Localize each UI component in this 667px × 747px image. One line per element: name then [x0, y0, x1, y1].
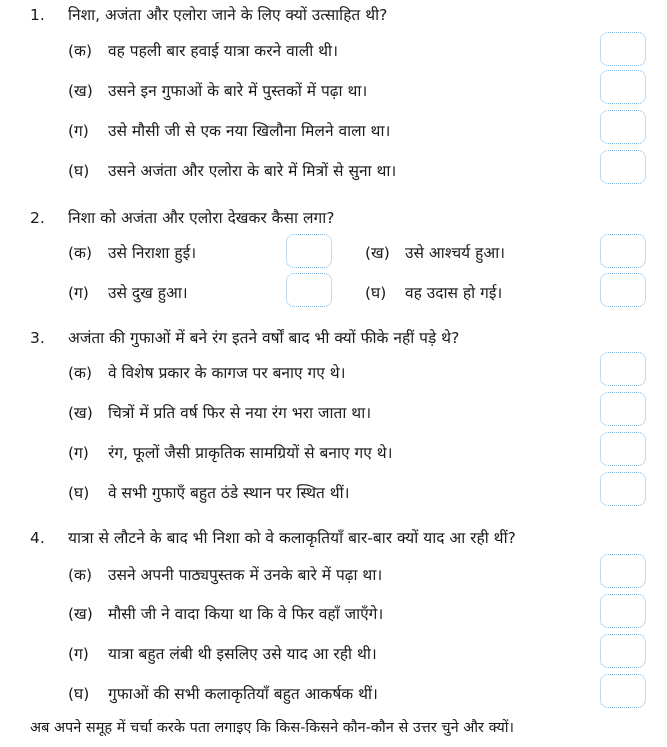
option-label: (ख)	[68, 605, 93, 623]
answer-box-q2-gha[interactable]	[600, 273, 646, 307]
q2-option-ka	[68, 242, 196, 264]
option-text: उसे दुख हुआ।	[108, 284, 188, 302]
question-1	[30, 4, 387, 26]
option-text: वे विशेष प्रकार के कागज पर बनाए गए थे।	[108, 364, 346, 382]
q3-option-ka	[68, 362, 346, 384]
discussion-instruction: अब अपने समूह में चर्चा करके पता लगाइए कि किस-किसने कौन-कौन से उत्तर चुने और क्यों।	[30, 720, 515, 736]
answer-box-q3-kha[interactable]	[600, 392, 646, 426]
answer-box-q1-ka[interactable]	[600, 32, 646, 66]
q4-option-kha	[68, 603, 383, 625]
option-label: (ग)	[68, 645, 89, 663]
option-text: उसने अजंता और एलोरा के बारे में मित्रों से सुना था।	[108, 162, 397, 180]
option-label: (क)	[68, 244, 92, 262]
option-label: (ग)	[68, 444, 89, 462]
answer-box-q1-gha[interactable]	[600, 150, 646, 184]
option-label: (ख)	[365, 244, 390, 262]
option-text: उसे निराशा हुई।	[108, 244, 197, 262]
option-label: (क)	[68, 42, 92, 60]
option-text: उसने अपनी पाठ्यपुस्तक में उनके बारे में पढ़ा था।	[108, 566, 383, 584]
option-text: उसे मौसी जी से एक नया खिलौना मिलने वाला था।	[108, 122, 391, 140]
q4-option-ka	[68, 564, 382, 586]
answer-box-q3-ka[interactable]	[600, 352, 646, 386]
question-text: यात्रा से लौटने के बाद भी निशा को वे कलाकृतियाँ बार-बार क्यों याद आ रही थीं?	[68, 529, 516, 547]
option-text: रंग, फूलों जैसी प्राकृतिक सामग्रियों से बनाए गए थे।	[108, 444, 393, 462]
answer-box-q3-ga[interactable]	[600, 432, 646, 466]
option-text: मौसी जी ने वादा किया था कि वे फिर वहाँ जाएँगे।	[108, 605, 384, 623]
q4-option-ga	[68, 643, 377, 665]
option-label: (क)	[68, 566, 92, 584]
answer-box-q1-kha[interactable]	[600, 70, 646, 104]
option-text: चित्रों में प्रति वर्ष फिर से नया रंग भरा जाता था।	[108, 404, 372, 422]
option-text: वे सभी गुफाएँ बहुत ठंडे स्थान पर स्थित थीं।	[108, 484, 350, 502]
q1-option-gha	[68, 160, 396, 182]
question-text: निशा, अजंता और एलोरा जाने के लिए क्यों उत्साहित थी?	[68, 6, 388, 24]
q4-option-gha	[68, 683, 378, 705]
answer-box-q4-ka[interactable]	[600, 554, 646, 588]
answer-box-q2-ka[interactable]	[286, 234, 332, 268]
option-label: (घ)	[68, 685, 90, 703]
question-number: 1.	[30, 6, 45, 24]
option-label: (ख)	[68, 82, 93, 100]
option-text: उसे आश्चर्य हुआ।	[405, 244, 506, 262]
q3-option-gha	[68, 482, 350, 504]
question-3	[30, 327, 459, 349]
option-label: (घ)	[68, 484, 90, 502]
q1-option-ga	[68, 120, 390, 142]
question-2	[30, 207, 334, 229]
question-4	[30, 527, 516, 549]
q1-option-kha	[68, 80, 367, 102]
option-label: (क)	[68, 364, 92, 382]
answer-box-q2-ga[interactable]	[286, 273, 332, 307]
answer-box-q1-ga[interactable]	[600, 110, 646, 144]
question-number: 3.	[30, 329, 45, 347]
q2-option-kha	[365, 242, 505, 264]
option-text: वह उदास हो गई।	[405, 284, 503, 302]
question-text: अजंता की गुफाओं में बने रंग इतने वर्षों बाद भी क्यों फीके नहीं पड़े थे?	[68, 329, 460, 347]
answer-box-q4-gha[interactable]	[600, 674, 646, 708]
q2-option-gha	[365, 282, 502, 304]
answer-box-q4-ga[interactable]	[600, 634, 646, 668]
question-number: 4.	[30, 529, 45, 547]
answer-box-q4-kha[interactable]	[600, 594, 646, 628]
answer-box-q2-kha[interactable]	[600, 234, 646, 268]
option-label: (ख)	[68, 404, 93, 422]
question-number: 2.	[30, 209, 45, 227]
option-text: उसने इन गुफाओं के बारे में पुस्तकों में पढ़ा था।	[108, 82, 368, 100]
q3-option-ga	[68, 442, 393, 464]
q3-option-kha	[68, 402, 371, 424]
option-label: (ग)	[68, 284, 89, 302]
question-text: निशा को अजंता और एलोरा देखकर कैसा लगा?	[68, 209, 335, 227]
option-text: गुफाओं की सभी कलाकृतियाँ बहुत आकर्षक थीं।	[108, 685, 378, 703]
q2-option-ga	[68, 282, 188, 304]
answer-box-q3-gha[interactable]	[600, 472, 646, 506]
option-text: यात्रा बहुत लंबी थी इसलिए उसे याद आ रही थी।	[108, 645, 377, 663]
option-label: (ग)	[68, 122, 89, 140]
option-text: वह पहली बार हवाई यात्रा करने वाली थी।	[108, 42, 338, 60]
q1-option-ka	[68, 40, 338, 62]
option-label: (घ)	[68, 162, 90, 180]
option-label: (घ)	[365, 284, 387, 302]
